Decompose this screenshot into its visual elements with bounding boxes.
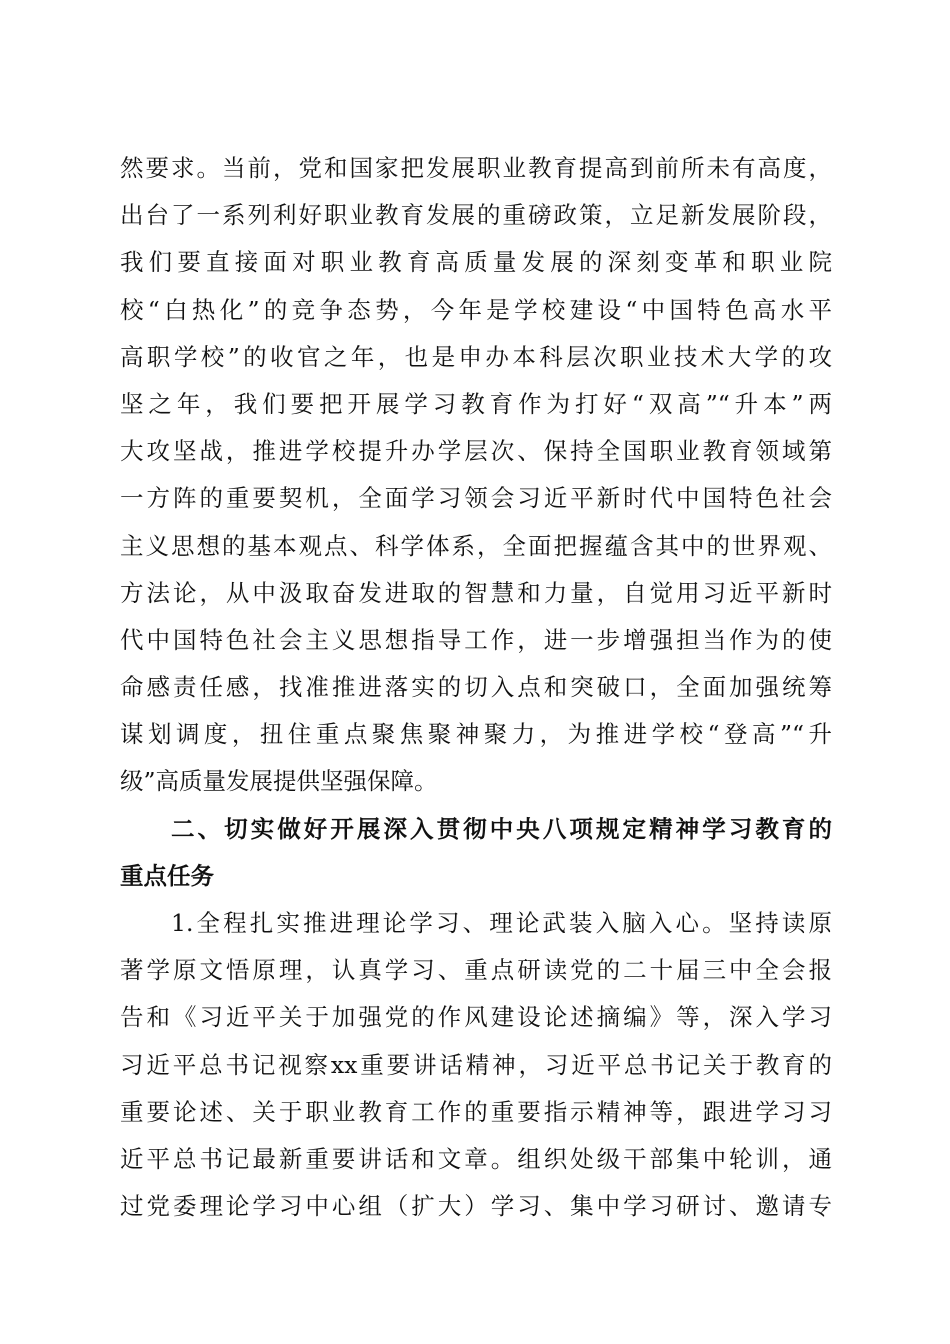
text-line: 近平总书记最新重要讲话和文章。组织处级干部集中轮训，通 [120, 1144, 832, 1173]
text-line: 著学原文悟原理，认真学习、重点研读党的二十届三中全会报 [120, 956, 832, 985]
text-line: 校“白热化”的竞争态势，今年是学校建设“中国特色高水平 [120, 295, 832, 324]
document-body [120, 145, 832, 1230]
text-line: 谋划调度，扭住重点聚焦聚神聚力，为推进学校“登高”“升 [120, 720, 832, 749]
text-line: 习近平总书记视察xx重要讲话精神，习近平总书记关于教育的 [120, 1050, 832, 1079]
heading-line: 重点任务 [120, 861, 214, 890]
text-line: 一方阵的重要契机，全面学习领会习近平新时代中国特色社会 [120, 484, 832, 513]
text-line: 主义思想的基本观点、科学体系，全面把握蕴含其中的世界观、 [120, 531, 832, 560]
text-line: 大攻坚战，推进学校提升办学层次、保持全国职业教育领域第 [120, 437, 832, 466]
text-line: 告和《习近平关于加强党的作风建设论述摘编》等，深入学习 [120, 1003, 832, 1032]
heading-line: 二、切实做好开展深入贯彻中央八项规定精神学习教育的 [171, 814, 832, 843]
section-heading [120, 806, 832, 900]
paragraph-task-1 [120, 900, 832, 1230]
text-line: 级”高质量发展提供坚强保障。 [120, 767, 438, 796]
text-line: 我们要直接面对职业教育高质量发展的深刻变革和职业院 [120, 248, 832, 277]
text-line: 然要求。当前，党和国家把发展职业教育提高到前所未有高度， [120, 154, 832, 182]
text-line: 方法论，从中汲取奋发进取的智慧和力量，自觉用习近平新时 [120, 578, 832, 607]
text-line: 代中国特色社会主义思想指导工作，进一步增强担当作为的使 [120, 625, 832, 654]
text-line: 重要论述、关于职业教育工作的重要指示精神等，跟进学习习 [120, 1097, 832, 1126]
text-line: 命感责任感，找准推进落实的切入点和突破口，全面加强统筹 [120, 673, 832, 702]
text-line: 坚之年，我们要把开展学习教育作为打好“双高”“升本”两 [120, 389, 832, 418]
text-line: 过党委理论学习中心组（扩大）学习、集中学习研讨、邀请专 [120, 1192, 832, 1221]
paragraph-continuation [120, 145, 832, 806]
text-line: 出台了一系列利好职业教育发展的重磅政策，立足新发展阶段， [120, 201, 832, 230]
text-line: 1.全程扎实推进理论学习、理论武装入脑入心。坚持读原 [171, 909, 832, 937]
text-line: 高职学校”的收官之年，也是申办本科层次职业技术大学的攻 [120, 342, 832, 371]
